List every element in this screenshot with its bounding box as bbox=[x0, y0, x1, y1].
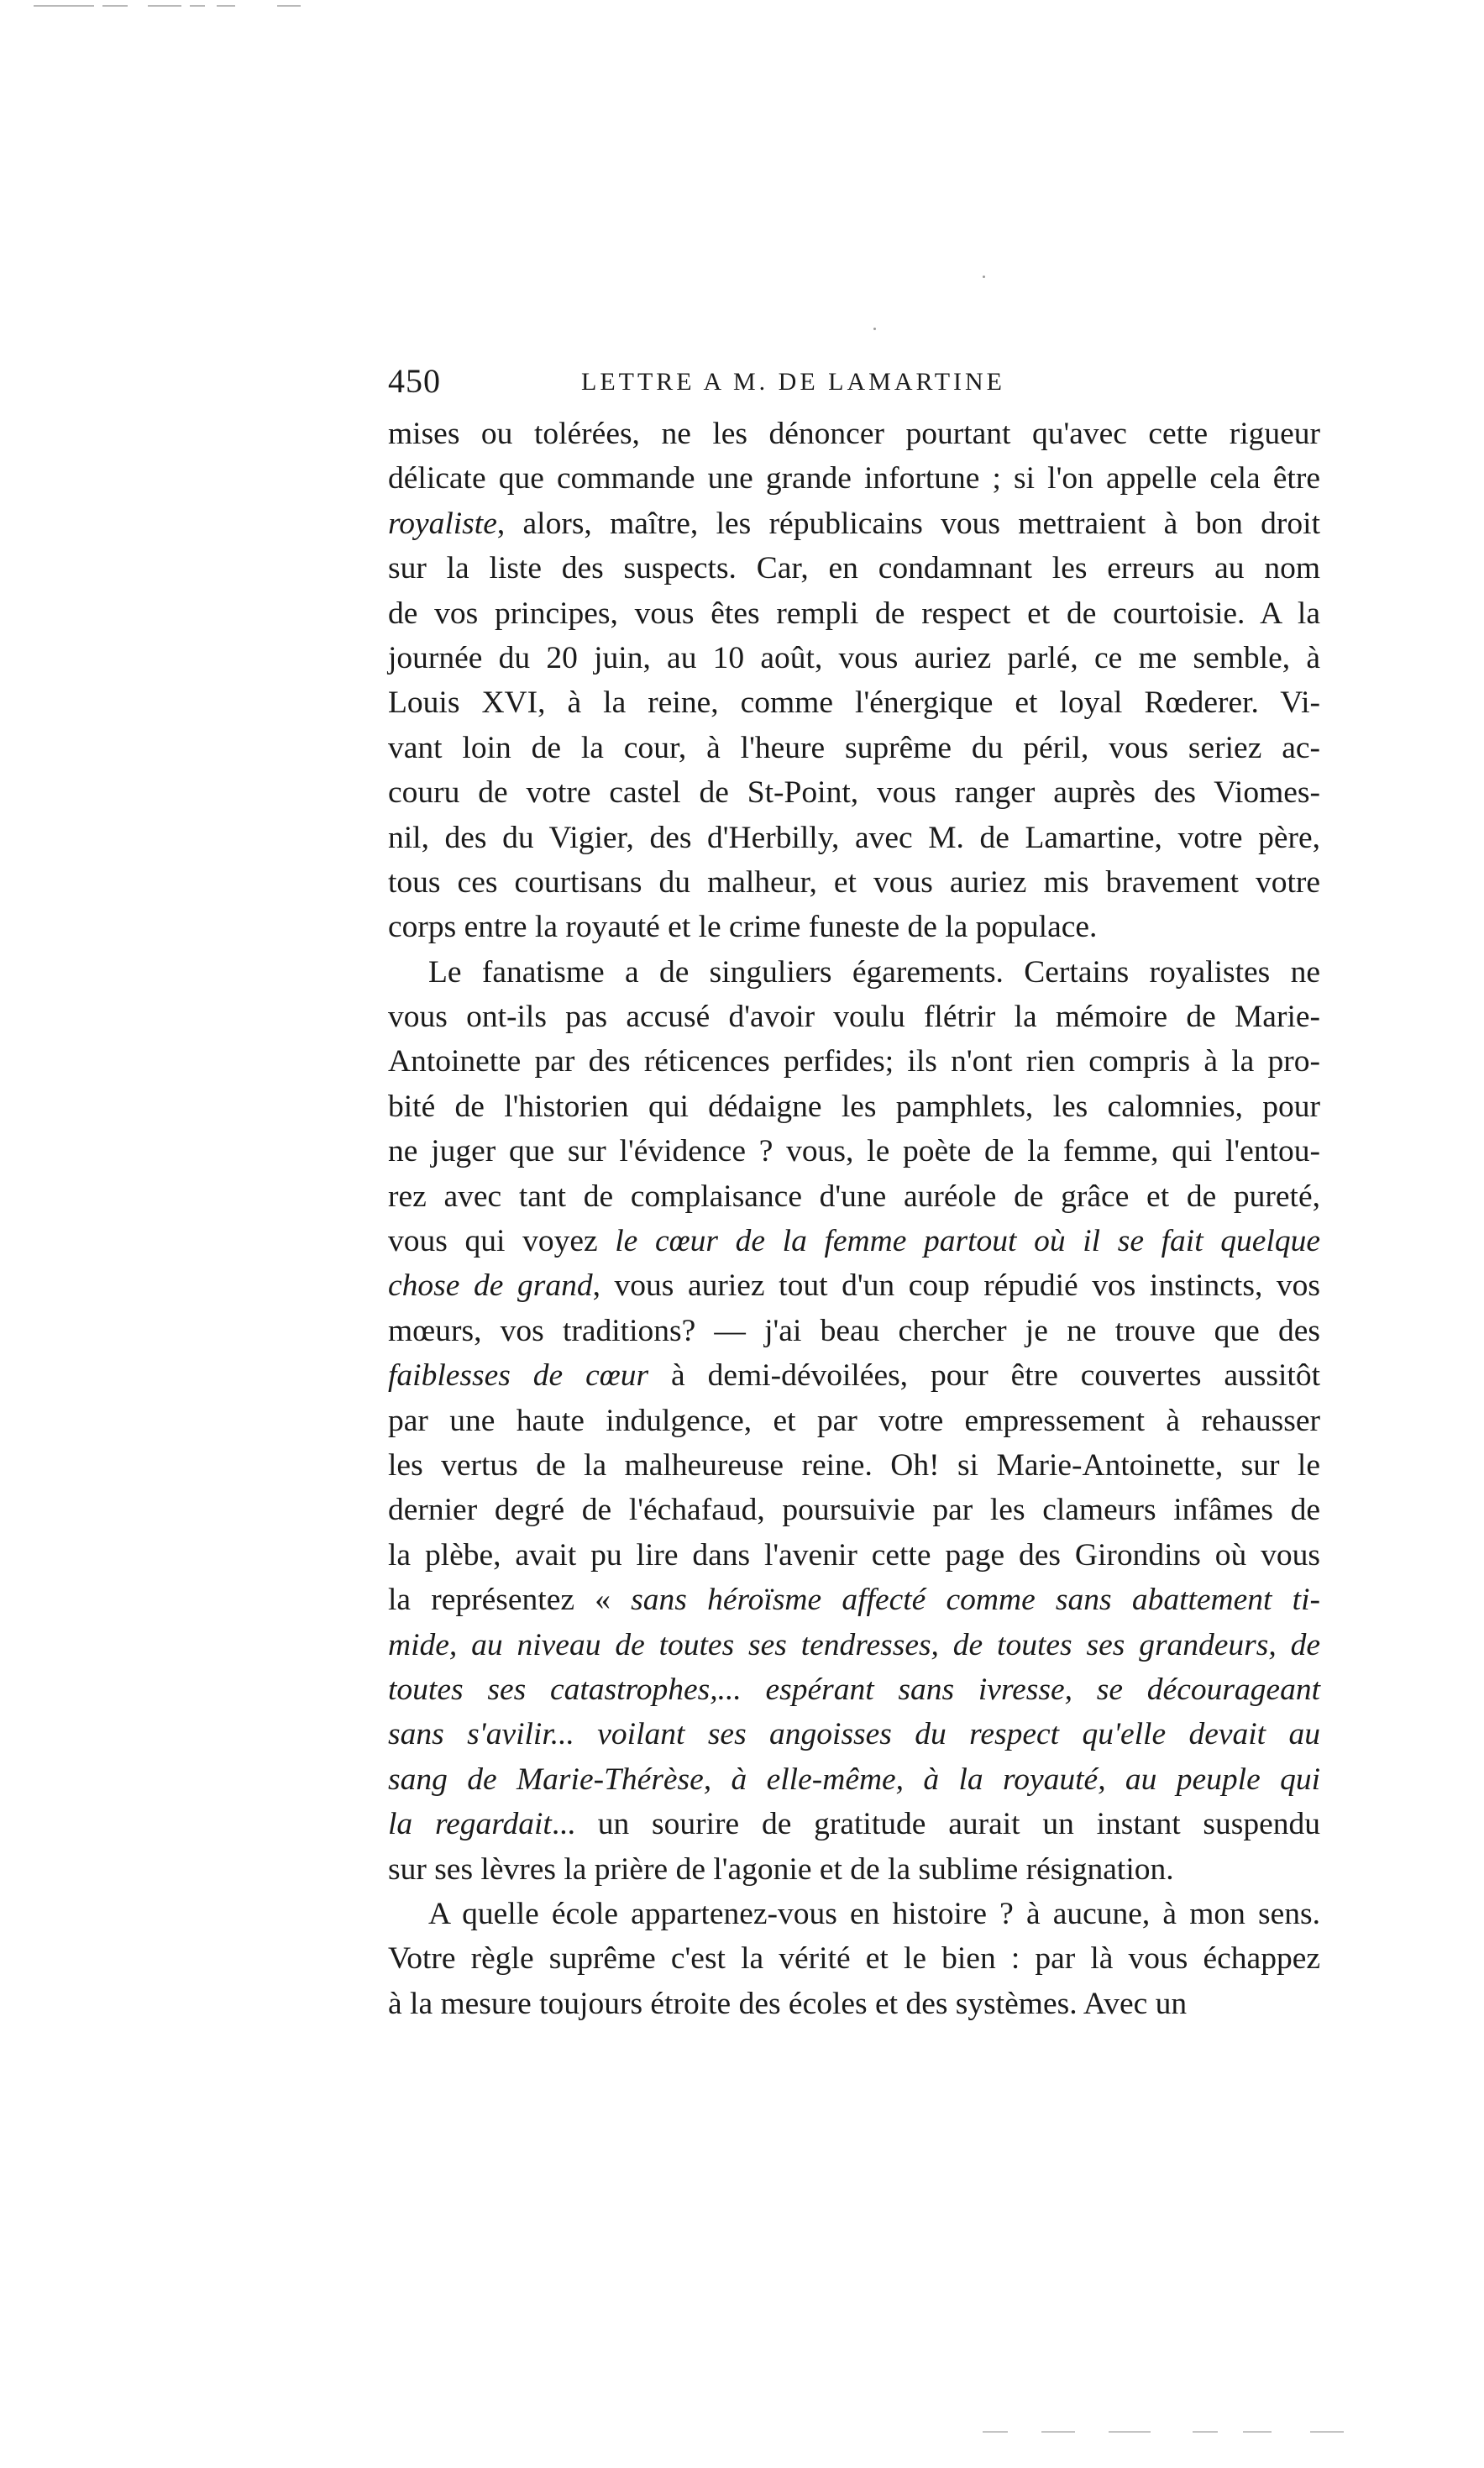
text-run: sur la liste des suspects. Car, en condamnant les erreurs au nom bbox=[388, 551, 1320, 586]
running-title: LETTRE A M. DE LAMARTINE bbox=[581, 368, 1005, 396]
text-line bbox=[388, 860, 1320, 905]
italic-text: chose de grand bbox=[388, 1268, 593, 1304]
text-run: corps entre la royauté et le crime funeste de la populace. bbox=[388, 910, 1098, 945]
text-line bbox=[388, 456, 1320, 501]
text-run: la représentez « bbox=[388, 1583, 632, 1618]
text-line bbox=[388, 412, 1320, 456]
text-run: de vos principes, vous êtes rempli de respect et de courtoisie. A la bbox=[388, 596, 1320, 631]
scan-speck bbox=[873, 328, 876, 330]
italic-text: royaliste bbox=[388, 506, 497, 541]
book-page bbox=[388, 361, 1320, 2026]
text-run: , alors, maître, les républicains vous mettraient à bon droit bbox=[496, 506, 1320, 541]
text-line bbox=[388, 1892, 1320, 1936]
text-line bbox=[388, 1623, 1320, 1667]
text-run: vous ont-ils pas accusé d'avoir voulu flétrir la mémoire de Marie- bbox=[388, 1000, 1320, 1035]
paragraph bbox=[388, 1892, 1320, 2026]
text-run: délicate que commande une grande infortune ; si l'on appelle cela être bbox=[388, 461, 1320, 496]
text-line bbox=[388, 726, 1320, 770]
text-run: sur ses lèvres la prière de l'agonie et de la sublime résignation. bbox=[388, 1851, 1174, 1887]
text-line bbox=[388, 1129, 1320, 1174]
italic-text: sans héroïsme affecté comme sans abattement ti- bbox=[631, 1583, 1320, 1618]
text-run: vant loin de la cour, à l'heure suprême du péril, vous seriez ac- bbox=[388, 730, 1320, 765]
text-run: ... un sourire de gratitude aurait un instant suspendu bbox=[551, 1807, 1320, 1842]
text-line bbox=[388, 636, 1320, 680]
text-line bbox=[388, 1219, 1320, 1263]
paragraph bbox=[388, 950, 1320, 1892]
text-line bbox=[388, 1667, 1320, 1712]
text-line bbox=[388, 1757, 1320, 1802]
text-run: Louis XVI, à la reine, comme l'énergique et loyal Rœderer. Vi- bbox=[388, 685, 1320, 721]
italic-text: toutes ses catastrophes,... espérant sans ivresse, se décourageant bbox=[388, 1672, 1320, 1707]
text-run: la plèbe, avait pu lire dans l'avenir cette page des Girondins où vous bbox=[388, 1537, 1320, 1573]
text-line bbox=[388, 1174, 1320, 1219]
text-run: bité de l'historien qui dédaigne les pamphlets, les calomnies, pour bbox=[388, 1089, 1320, 1124]
text-run: Le fanatisme a de singuliers égarements. Certains royalistes ne bbox=[428, 954, 1320, 990]
text-line bbox=[388, 1533, 1320, 1578]
text-line bbox=[388, 1982, 1320, 2026]
text-run: A quelle école appartenez-vous en histoire ? à aucune, à mon sens. bbox=[428, 1896, 1320, 1931]
text-run: couru de votre castel de St-Point, vous ranger auprès des Viomes- bbox=[388, 775, 1320, 811]
text-run: tous ces courtisans du malheur, et vous auriez mis bravement votre bbox=[388, 864, 1320, 900]
text-run: les vertus de la malheureuse reine. Oh! si Marie-Antoinette, sur le bbox=[388, 1447, 1320, 1483]
text-run: ne juger que sur l'évidence ? vous, le poète de la femme, qui l'entou- bbox=[388, 1134, 1320, 1169]
scan-bottom-marks bbox=[0, 2428, 1484, 2453]
text-line bbox=[388, 1399, 1320, 1443]
page-header bbox=[388, 361, 1320, 412]
italic-text: le cœur de la femme partout où il se fait quelque bbox=[615, 1224, 1320, 1259]
text-line bbox=[388, 1443, 1320, 1488]
paragraph bbox=[388, 412, 1320, 950]
page-number: 450 bbox=[388, 362, 441, 400]
italic-text: sang de Marie-Thérèse, à elle-même, à la royauté, au peuple qui bbox=[388, 1762, 1320, 1797]
italic-text: la regardait bbox=[388, 1807, 552, 1842]
text-line bbox=[388, 1578, 1320, 1622]
text-line bbox=[388, 995, 1320, 1039]
text-line bbox=[388, 770, 1320, 815]
text-line bbox=[388, 950, 1320, 995]
text-run: Votre règle suprême c'est la vérité et le bien : par là vous échappez bbox=[388, 1941, 1320, 1977]
text-run: Antoinette par des réticences perfides; ils n'ont rien compris à la pro- bbox=[388, 1044, 1320, 1079]
text-run: rez avec tant de complaisance d'une auréole de grâce et de pureté, bbox=[388, 1179, 1320, 1214]
text-run: mises ou tolérées, ne les dénoncer pourtant qu'avec cette rigueur bbox=[388, 417, 1320, 451]
text-line bbox=[388, 1712, 1320, 1756]
text-run: nil, des du Vigier, des d'Herbilly, avec M. de Lamartine, votre père, bbox=[388, 820, 1320, 855]
text-line bbox=[388, 591, 1320, 636]
italic-text: sans s'avilir... voilant ses angoisses du respect qu'elle devait au bbox=[388, 1717, 1320, 1752]
text-line bbox=[388, 905, 1320, 949]
text-line bbox=[388, 1309, 1320, 1353]
text-run: par une haute indulgence, et par votre empressement à rehausser bbox=[388, 1403, 1320, 1438]
text-line bbox=[388, 1039, 1320, 1084]
text-run: mœurs, vos traditions? — j'ai beau chercher je ne trouve que des bbox=[388, 1313, 1320, 1348]
text-line bbox=[388, 1353, 1320, 1398]
text-run: journée du 20 juin, au 10 août, vous auriez parlé, ce me semble, à bbox=[388, 640, 1320, 675]
text-line bbox=[388, 1847, 1320, 1892]
text-line bbox=[388, 1802, 1320, 1846]
text-run: à la mesure toujours étroite des écoles et des systèmes. Avec un bbox=[388, 1986, 1188, 2021]
text-line bbox=[388, 1263, 1320, 1308]
scan-edge-marks bbox=[0, 0, 1484, 25]
text-run: , vous auriez tout d'un coup répudié vos instincts, vos bbox=[592, 1268, 1321, 1304]
body-text bbox=[388, 412, 1320, 2026]
text-line bbox=[388, 546, 1320, 591]
scan-speck bbox=[983, 276, 985, 278]
text-run: vous qui voyez bbox=[388, 1224, 616, 1259]
text-line bbox=[388, 1084, 1320, 1129]
text-line bbox=[388, 1488, 1320, 1532]
text-line bbox=[388, 501, 1320, 546]
text-line bbox=[388, 816, 1320, 860]
text-line bbox=[388, 1936, 1320, 1981]
italic-text: faiblesses de cœur bbox=[388, 1358, 649, 1394]
text-run: à demi-dévoilées, pour être couvertes aussitôt bbox=[648, 1358, 1320, 1394]
text-run: dernier degré de l'échafaud, poursuivie par les clameurs infâmes de bbox=[388, 1493, 1320, 1528]
text-line bbox=[388, 680, 1320, 725]
italic-text: mide, au niveau de toutes ses tendresses, de toutes ses grandeurs, de bbox=[388, 1627, 1320, 1662]
